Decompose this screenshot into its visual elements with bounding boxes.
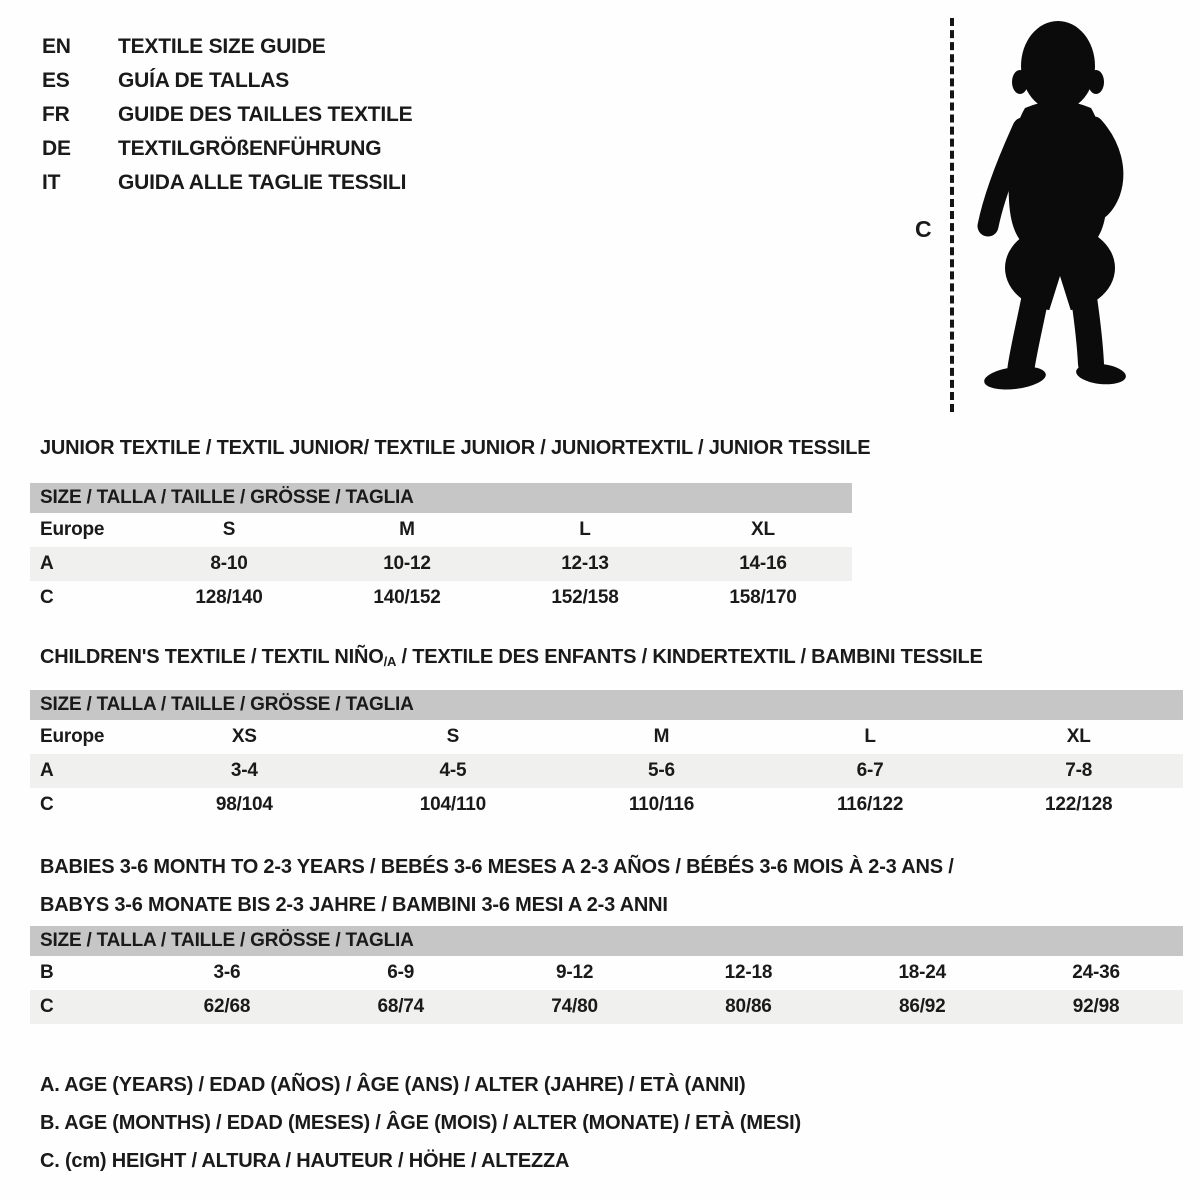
title-post: / TEXTILE DES ENFANTS / KINDERTEXTIL / BAMBINI TESSILE [396, 646, 983, 668]
size-header-bar: SIZE / TALLA / TAILLE / GRÖSSE / TAGLIA [30, 926, 1183, 956]
table-cell: 92/98 [1072, 996, 1120, 1017]
table-cell: 74/80 [551, 996, 598, 1017]
table-cell: 3-4 [230, 760, 258, 781]
row-label: B [40, 962, 54, 983]
table-cell: S [446, 726, 460, 747]
row-label: A [40, 553, 54, 574]
table-cell: 9-12 [555, 962, 594, 983]
table-cell: 4-5 [439, 760, 467, 781]
guide-title: GUÍA DE TALLAS [118, 69, 290, 92]
table-cell: 104/110 [419, 794, 486, 815]
size-header-bar: SIZE / TALLA / TAILLE / GRÖSSE / TAGLIA [30, 483, 852, 513]
table-row-age-months [30, 956, 1183, 990]
size-header-bar: SIZE / TALLA / TAILLE / GRÖSSE / TAGLIA [30, 690, 1183, 720]
guide-title: TEXTILE SIZE GUIDE [118, 35, 326, 58]
legend-height-cm: C. (cm) HEIGHT / ALTURA / HAUTEUR / HÖHE / ALTEZZA [40, 1150, 570, 1172]
table-cell: 24-36 [1072, 962, 1120, 983]
table-cell: 62/68 [203, 996, 251, 1017]
table-cell: 5-6 [648, 760, 675, 781]
children-section-title [40, 645, 1183, 671]
title-subscript: /A [383, 654, 397, 669]
language-code: DE [42, 137, 71, 160]
children-table [30, 720, 1183, 822]
table-cell: XL [1066, 726, 1091, 747]
table-row-height [30, 990, 1183, 1024]
language-code: IT [42, 171, 61, 194]
table-row-europe [30, 513, 852, 547]
row-label: C [40, 996, 54, 1017]
table-row-age-years [30, 547, 852, 581]
table-cell: 18-24 [898, 962, 947, 983]
language-code: EN [42, 35, 71, 58]
table-cell: 14-16 [739, 553, 787, 574]
row-label: Europe [40, 726, 105, 747]
table-cell: XS [231, 726, 257, 747]
height-dashed-line [950, 18, 954, 412]
toddler-silhouette-icon [963, 16, 1153, 416]
table-cell: 10-12 [383, 553, 431, 574]
language-code: ES [42, 69, 70, 92]
language-title-block [42, 30, 412, 200]
table-cell: 80/86 [725, 996, 772, 1017]
table-cell: 6-9 [387, 962, 415, 983]
table-row-height [30, 581, 852, 615]
row-label: Europe [40, 519, 105, 540]
table-cell: L [579, 519, 591, 540]
row-label: C [40, 794, 54, 815]
height-measure-label: C [915, 216, 932, 242]
table-row-europe [30, 720, 1183, 754]
legend-age-months: B. AGE (MONTHS) / EDAD (MESES) / ÂGE (MOIS) / ALTER (MONATE) / ETÀ (MESI) [40, 1112, 801, 1134]
table-cell: 116/122 [836, 794, 904, 815]
table-cell: S [222, 519, 236, 540]
table-cell: 86/92 [898, 996, 946, 1017]
row-label: C [40, 587, 54, 608]
babies-table [30, 956, 1183, 1024]
junior-section-title: JUNIOR TEXTILE / TEXTIL JUNIOR/ TEXTILE JUNIOR / JUNIORTEXTIL / JUNIOR TESSILE [40, 437, 871, 459]
legend-age-years: A. AGE (YEARS) / EDAD (AÑOS) / ÂGE (ANS) / ALTER (JAHRE) / ETÀ (ANNI) [40, 1074, 746, 1096]
table-cell: 128/140 [195, 587, 263, 608]
language-row-en [42, 30, 412, 64]
language-row-de [42, 132, 412, 166]
guide-title: TEXTILGRÖßENFÜHRUNG [118, 137, 382, 160]
table-cell: 98/104 [215, 794, 273, 815]
table-cell: XL [751, 519, 775, 540]
table-cell: L [864, 726, 876, 747]
table-cell: 152/158 [551, 587, 619, 608]
junior-table [30, 513, 852, 615]
table-row-height [30, 788, 1183, 822]
table-cell: 140/152 [373, 587, 441, 608]
title-pre: CHILDREN'S TEXTILE / TEXTIL NIÑO [40, 646, 384, 668]
guide-title: GUIDA ALLE TAGLIE TESSILI [118, 171, 407, 194]
language-row-es [42, 64, 412, 98]
table-cell: 3-6 [213, 962, 241, 983]
language-code: FR [42, 103, 70, 126]
table-cell: 8-10 [210, 553, 248, 574]
guide-title: GUIDE DES TAILLES TEXTILE [118, 103, 413, 126]
row-label: A [40, 760, 54, 781]
table-cell: 7-8 [1065, 760, 1093, 781]
language-row-fr [42, 98, 412, 132]
babies-section-title [40, 848, 1183, 924]
table-cell: 122/128 [1045, 794, 1113, 815]
title-line2: BABYS 3-6 MONATE BIS 2-3 JAHRE / BAMBINI 3-6 MESI A 2-3 ANNI [40, 894, 668, 916]
table-cell: 158/170 [729, 587, 797, 608]
measure-legend [40, 1066, 801, 1180]
table-cell: 6-7 [856, 760, 884, 781]
table-cell: 12-13 [561, 553, 609, 574]
table-cell: 110/116 [628, 794, 695, 815]
table-cell: 68/74 [377, 996, 425, 1017]
table-row-age-years [30, 754, 1183, 788]
height-measure-figure [905, 16, 1165, 420]
language-row-it [42, 166, 412, 200]
title-line1: BABIES 3-6 MONTH TO 2-3 YEARS / BEBÉS 3-6 MESES A 2-3 AÑOS / BÉBÉS 3-6 MOIS À 2-3 ANS / [40, 856, 954, 878]
table-cell: 12-18 [724, 962, 773, 983]
table-cell: M [399, 519, 415, 540]
table-cell: M [653, 726, 670, 747]
